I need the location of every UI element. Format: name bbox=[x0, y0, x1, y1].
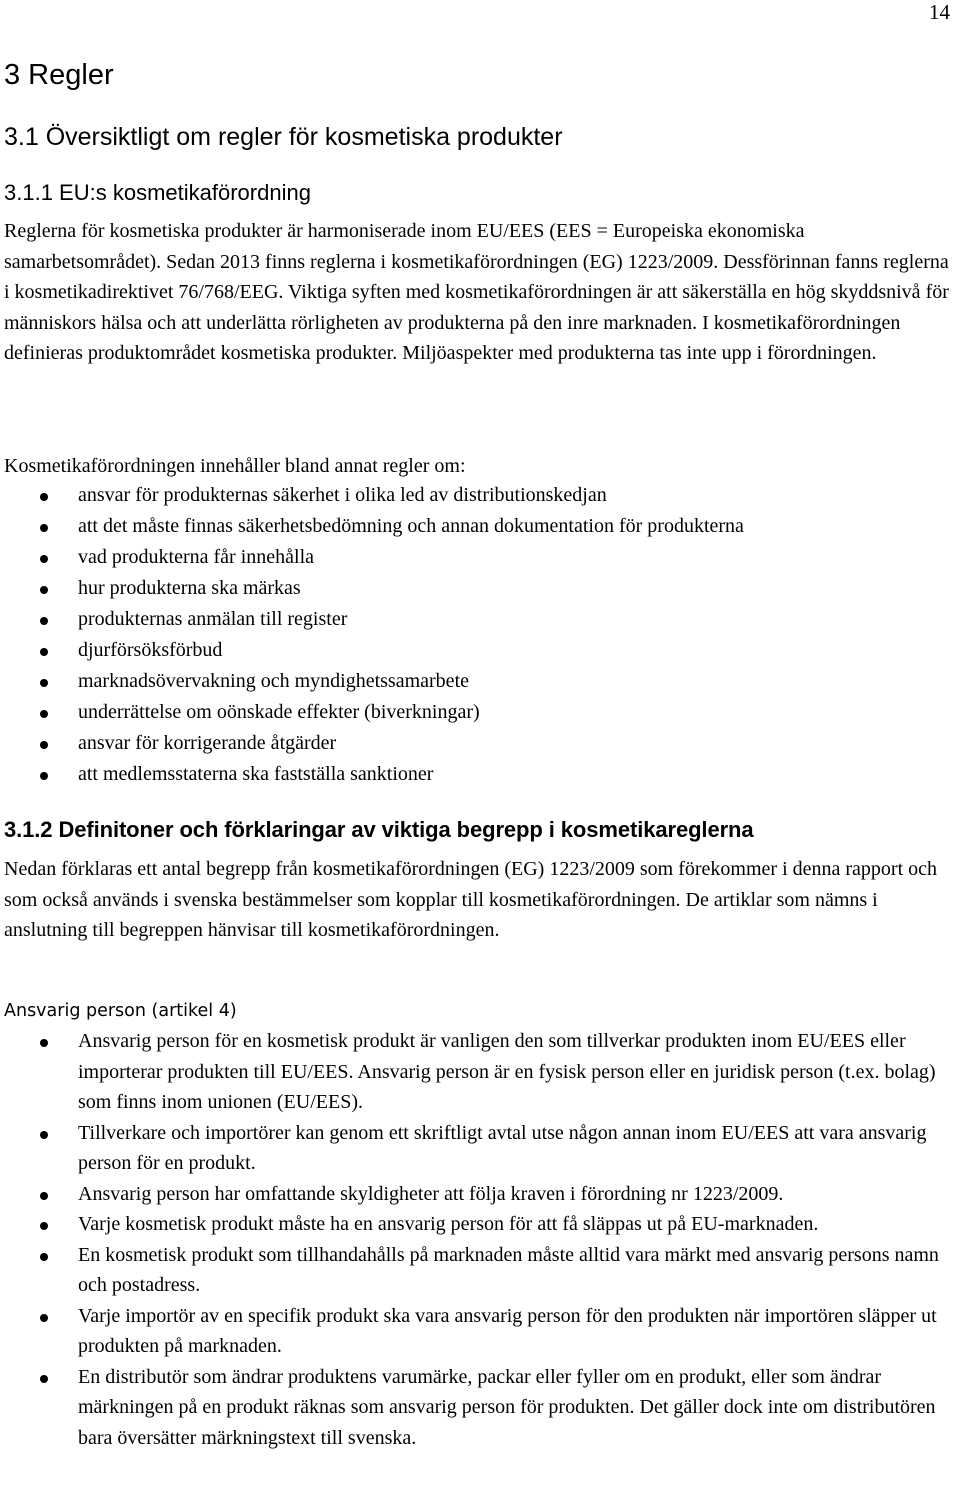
chapter-heading: 3 Regler bbox=[4, 59, 114, 91]
responsible-person-list bbox=[0, 1026, 950, 1453]
list-item: underrättelse om oönskade effekter (biverkningar) bbox=[0, 697, 950, 728]
regulation-topics-list bbox=[0, 480, 950, 790]
bullet-icon bbox=[40, 1253, 48, 1261]
list-item: Ansvarig person för en kosmetisk produkt är vanligen den som tillverkar produkten inom EU/EES eller importerar produkten till EU/EES. Ansvarig person är en fysisk person eller en juridisk person (t.ex. bolag) som finns inom unionen (EU/EES). bbox=[0, 1026, 950, 1118]
list-item: Ansvarig person har omfattande skyldigheter att följa kraven i förordning nr 1223/2009. bbox=[0, 1179, 950, 1210]
definitions-paragraph: Nedan förklaras ett antal begrepp från kosmetikaförordningen (EG) 1223/2009 som förekommer i denna rapport och som också används i svenska bestämmelser som kopplar till kosmetikaförordningen. De artiklar som nämns i anslutning till begreppen hänvisar till kosmetikaförordningen. bbox=[4, 858, 938, 941]
bullet-icon bbox=[40, 1375, 48, 1383]
bullet-icon bbox=[40, 648, 48, 656]
bullet-icon bbox=[40, 1039, 48, 1047]
bullet-icon bbox=[40, 524, 48, 532]
bullet-icon bbox=[40, 741, 48, 749]
bullet-icon bbox=[40, 555, 48, 563]
list-item: vad produkterna får innehålla bbox=[0, 542, 950, 573]
bullet-icon bbox=[40, 1314, 48, 1322]
list-item: hur produkterna ska märkas bbox=[0, 573, 950, 604]
subsection-heading-eu-regulation: 3.1.1 EU:s kosmetikaförordning bbox=[4, 180, 311, 205]
list-intro: Kosmetikaförordningen innehåller bland annat regler om: bbox=[4, 455, 466, 477]
list-item: Varje kosmetisk produkt måste ha en ansvarig person för att få släppas ut på EU-marknaden. bbox=[0, 1209, 950, 1240]
section-heading: 3.1 Översiktligt om regler för kosmetiska produkter bbox=[4, 123, 563, 151]
list-item: att medlemsstaterna ska fastställa sanktioner bbox=[0, 759, 950, 790]
bullet-icon bbox=[40, 586, 48, 594]
intro-paragraph: Reglerna för kosmetiska produkter är harmoniserade inom EU/EES (EES = Europeiska ekonomiska samarbetsområdet). Sedan 2013 finns reglerna i kosmetikaförordningen (EG) 1223/2009. Dessförinnan fanns reglerna i kosmetikadirektivet 76/768/EEG. Viktiga syften med kosmetikaförordningen är att säkerställa en hög skyddsnivå för människors hälsa och att underlätta rörligheten av produkterna på den inre marknaden. I kosmetikaförordningen definieras produktområdet kosmetiska produkter. Miljöaspekter med produkterna tas inte upp i förordningen. bbox=[4, 220, 949, 364]
list-item: ansvar för produkternas säkerhet i olika led av distributionskedjan bbox=[0, 480, 950, 511]
subsection-heading-definitions: 3.1.2 Definitoner och förklaringar av viktiga begrepp i kosmetikareglerna bbox=[4, 817, 754, 842]
list-item: produkternas anmälan till register bbox=[0, 604, 950, 635]
list-item: djurförsöksförbud bbox=[0, 635, 950, 666]
bullet-icon bbox=[40, 710, 48, 718]
page-number: 14 bbox=[929, 0, 950, 24]
responsible-person-subheading: Ansvarig person (artikel 4) bbox=[4, 1001, 237, 1021]
list-item: marknadsövervakning och myndighetssamarbete bbox=[0, 666, 950, 697]
list-item: Varje importör av en specifik produkt ska vara ansvarig person för den produkten när importören släpper ut produkten på marknaden. bbox=[0, 1301, 950, 1362]
bullet-icon bbox=[40, 679, 48, 687]
bullet-icon bbox=[40, 1131, 48, 1139]
list-item: En kosmetisk produkt som tillhandahålls på marknaden måste alltid vara märkt med ansvarig persons namn och postadress. bbox=[0, 1240, 950, 1301]
bullet-icon bbox=[40, 1222, 48, 1230]
bullet-icon bbox=[40, 493, 48, 501]
bullet-icon bbox=[40, 617, 48, 625]
list-item: En distributör som ändrar produktens varumärke, packar eller fyller om en produkt, eller som ändrar märkningen på en produkt räknas som ansvarig person för produkten. Det gäller dock inte om distributören bara översätter märkningstext till svenska. bbox=[0, 1362, 950, 1454]
list-item: Tillverkare och importörer kan genom ett skriftligt avtal utse någon annan inom EU/EES att vara ansvarig person för en produkt. bbox=[0, 1118, 950, 1179]
list-item: att det måste finnas säkerhetsbedömning och annan dokumentation för produkterna bbox=[0, 511, 950, 542]
list-item: ansvar för korrigerande åtgärder bbox=[0, 728, 950, 759]
bullet-icon bbox=[40, 1192, 48, 1200]
bullet-icon bbox=[40, 772, 48, 780]
